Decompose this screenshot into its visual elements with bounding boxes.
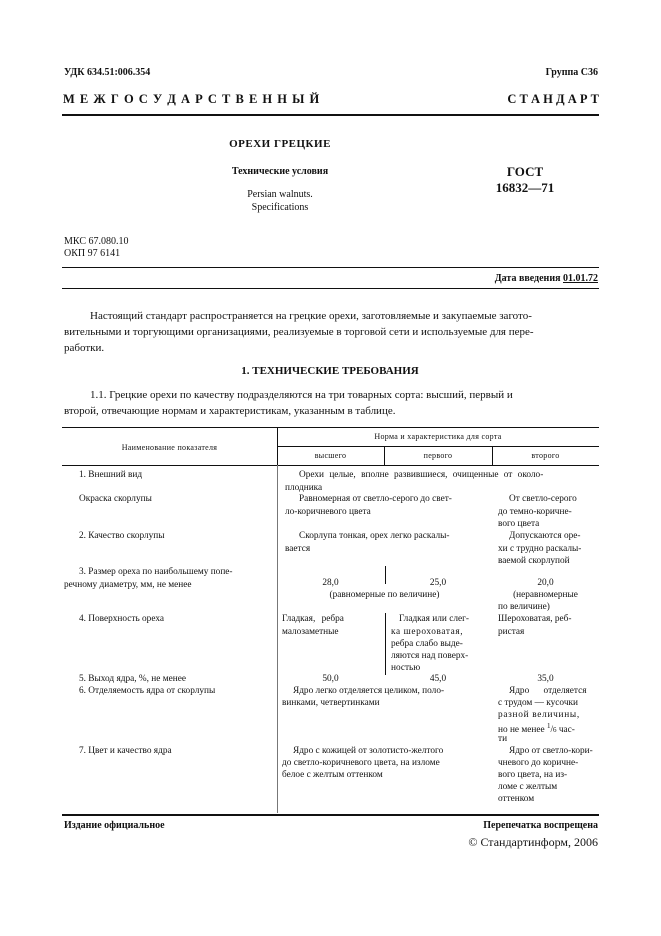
row-size-name-2: речному диаметру, мм, не менее [64, 580, 192, 590]
row-separation-second-1: Ядро отделяется [509, 686, 587, 696]
row-shell-color-second-1: От светло-серого [509, 494, 577, 504]
row-kernel-color-second-4: ломе с желтым [498, 782, 558, 792]
row-surface-first-3: ребра слабо выде- [391, 639, 463, 649]
row-shell-color-second-2: до темно-коричне- [498, 507, 572, 517]
intro-line-2: вительными и торгующими организациями, реализуемые в торговой сети и используемые для пере- [64, 326, 534, 338]
mks-code: МКС 67.080.10 [64, 236, 129, 247]
row-shell-color-name: Окраска скорлупы [79, 494, 152, 504]
row-separation-second-4 [498, 722, 575, 735]
row-size-name-1: 3. Размер ореха по наибольшему попе- [79, 567, 233, 577]
col-header-top: высшего [314, 451, 347, 460]
row-surface-top-2: малозаметные [282, 627, 339, 637]
row-surface-divider [385, 613, 386, 675]
row-appearance-value-2: плодника [285, 483, 323, 493]
gost-number: 16832—71 [495, 180, 555, 195]
row-yield-top: 50,0 [322, 674, 339, 684]
effective-date [495, 273, 598, 284]
fraction-slash: / [550, 725, 554, 735]
row-size-second-1: 20,0 [537, 578, 554, 588]
row-size-note: (равномерные по величине) [329, 590, 440, 600]
row-separation-second-2: с трудом — кусочки [498, 698, 578, 708]
row-kernel-color-second-3: вого цвета, на из- [498, 770, 568, 780]
row-size-first: 25,0 [429, 578, 447, 588]
row-surface-first-4: ляются над поверх- [391, 651, 469, 661]
row-kernel-color-top-1: Ядро с кожицей от золотисто-желтого [293, 746, 444, 756]
row-surface-second-2: ристая [498, 627, 525, 637]
udk-code: УДК 634.51:006.354 [64, 67, 151, 78]
section-p1-line-1: 1.1. Грецкие орехи по качеству подразделяются на три товарных сорта: высший, первый и [90, 389, 513, 401]
row-kernel-color-second-1: Ядро от светло-кори- [509, 746, 593, 756]
row-shell-color-top-2: ло-коричневого цвета [285, 507, 371, 517]
row-surface-top-1: Гладкая, ребра [282, 614, 344, 624]
intro-line-3: работки. [64, 342, 105, 354]
row-shell-quality-top-2: вается [285, 544, 311, 554]
col-header-first: первого [423, 451, 453, 460]
header-rule [62, 114, 599, 116]
row-shell-color-top-1: Равномерная от светло-серого до свет- [299, 494, 452, 504]
row-shell-quality-second-1: Допускаются оре- [509, 531, 581, 541]
okp-code: ОКП 97 6141 [64, 248, 121, 259]
table-header-bottom-rule [62, 465, 599, 466]
row-separation-top-1: Ядро легко отделяется целиком, поло- [293, 686, 445, 696]
copyright: © Стандартинформ, 2006 [468, 835, 598, 849]
row-yield-name: 5. Выход ядра, %, не менее [79, 674, 186, 684]
fraction-denominator: 6 [553, 726, 557, 734]
row-size-second-3: по величине) [498, 602, 550, 612]
row-separation-second-5: ти [498, 734, 508, 744]
reprint-notice: Перепечатка воспрещена [483, 820, 598, 831]
col-header-second: второго [531, 451, 560, 460]
footer-rule [62, 814, 599, 816]
effective-date-label: Дата введения [494, 273, 561, 284]
row-shell-quality-second-3: ваемой скорлупой [498, 556, 570, 566]
row-separation-top-2: винками, четвертинками [282, 698, 380, 708]
row-separation-name: 6. Отделяемость ядра от скорлупы [79, 686, 216, 696]
row-surface-name: 4. Поверхность ореха [79, 614, 164, 624]
intro-line-1: Настоящий стандарт распространяется на грецкие орехи, заготовляемые и закупаемые загото- [90, 310, 532, 322]
row-shell-quality-top-1: Скорлупа тонкая, орех легко раскалы- [299, 531, 450, 541]
row-separation-second-4a: но не менее [498, 725, 545, 735]
table-top-rule [62, 427, 599, 428]
row-size-top: 28,0 [322, 578, 339, 588]
table-subheader-rule [277, 446, 599, 447]
row-appearance-name: 1. Внешний вид [79, 470, 143, 480]
english-title-1: Persian walnuts. [247, 189, 313, 200]
banner-interstate: М Е Ж Г О С У Д А Р С Т В Е Н Н Ы Й [63, 92, 320, 106]
row-kernel-color-second-2: чневого до коричне- [498, 758, 579, 768]
official-edition: Издание официальное [64, 820, 165, 831]
row-surface-second-1: Шероховатая, реб- [498, 614, 572, 624]
row-shell-quality-second-2: хи с трудно раскалы- [498, 544, 582, 554]
row-shell-quality-name: 2. Качество скорлупы [79, 531, 165, 541]
row-appearance-value-1: Орехи целые, вполне развившиеся, очищенные от около- [299, 470, 544, 480]
row-yield-first: 45,0 [429, 674, 447, 684]
row-surface-first-5: ностью [391, 663, 421, 673]
fraction-numerator: 1 [546, 722, 551, 730]
row-kernel-color-second-5: оттенком [498, 794, 535, 804]
divider-date [62, 288, 599, 289]
effective-date-value: 01.01.72 [563, 273, 598, 284]
row-kernel-color-top-3: белое с желтым оттенком [282, 770, 383, 780]
row-shell-color-second-3: вого цвета [498, 519, 540, 529]
table-faint-divider [277, 465, 278, 813]
col-header-indicator: Наименование показателя [121, 443, 218, 452]
row-separation-second-3: разной величины, [498, 710, 580, 720]
banner-standard: С Т А Н Д А Р Т [507, 92, 599, 106]
divider-top [62, 267, 599, 268]
section-p1-line-2: второй, отвечающие нормам и характеристикам, указанным в таблице. [64, 405, 396, 417]
section-heading: 1. ТЕХНИЧЕСКИЕ ТРЕБОВАНИЯ [241, 365, 419, 377]
col-header-norm: Норма и характеристика для сорта [374, 432, 502, 441]
page-title: ОРЕХИ ГРЕЦКИЕ [229, 138, 331, 150]
gost-label: ГОСТ [506, 164, 544, 179]
group-code: Группа С36 [545, 67, 598, 78]
row-surface-first-2: ка шероховатая, [391, 627, 464, 637]
subtitle: Технические условия [231, 166, 329, 177]
english-title-2: Specifications [251, 202, 309, 213]
row-surface-first-1: Гладкая или слег- [399, 614, 469, 624]
row-size-second-2: (неравномерные [513, 590, 578, 600]
row-yield-second: 35,0 [537, 674, 554, 684]
row-kernel-color-name: 7. Цвет и качество ядра [79, 746, 172, 756]
row-kernel-color-top-2: до светло-коричневого цвета, на изломе [282, 758, 440, 768]
row-separation-second-4b: час- [558, 725, 575, 735]
